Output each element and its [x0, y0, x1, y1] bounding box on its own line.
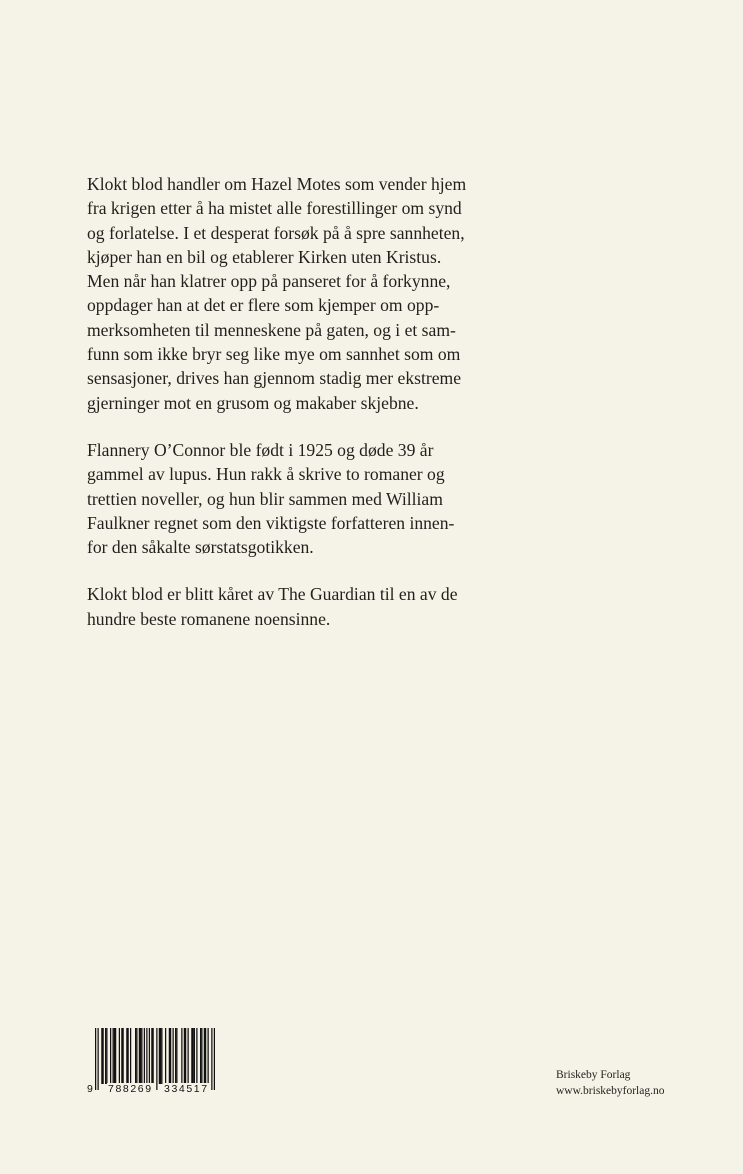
barcode-bar [169, 1028, 170, 1084]
barcode-bar [105, 1028, 106, 1084]
barcode-bar [176, 1028, 177, 1084]
barcode-bar [159, 1028, 160, 1084]
text-line: Klokt blod handler om Hazel Motes som vender hjem [87, 174, 467, 194]
barcode-bar [135, 1028, 136, 1084]
barcode-bar [173, 1028, 174, 1084]
text-line: for den såkalte sørstatsgotikken. [87, 537, 314, 558]
text-line: Flannery O’Connor ble født i 1925 og døde 39 år [87, 439, 434, 460]
barcode-bar [106, 1028, 107, 1084]
text-line: og forlatelse. I et desperat forsøk på å spre sannheten, [87, 222, 465, 243]
barcode-bar [128, 1028, 129, 1084]
barcode-bar [170, 1028, 171, 1084]
barcode-bar [119, 1028, 120, 1084]
barcode-digits-left: 788269 [108, 1083, 153, 1095]
barcode-bar [184, 1028, 185, 1084]
barcode-digits-right: 334517 [164, 1083, 209, 1095]
barcode-bar [140, 1028, 141, 1084]
barcode-bar [208, 1028, 209, 1084]
barcode-bar [211, 1028, 212, 1090]
barcode-bar [193, 1028, 194, 1084]
publisher-website: www.briskebyforlag.no [556, 1084, 665, 1097]
text-line: Klokt blod er blitt kåret av The Guardian til en av de [87, 584, 458, 605]
text-line: trettien noveller, og hun blir sammen med William [87, 488, 443, 509]
barcode-bar [196, 1028, 197, 1084]
barcode-bar [144, 1028, 145, 1084]
barcode-bar [191, 1028, 192, 1084]
barcode-bar [149, 1028, 150, 1084]
isbn-barcode [87, 1028, 219, 1098]
barcode-bar [204, 1028, 205, 1084]
barcode-bar [160, 1028, 161, 1084]
barcode-bar [110, 1028, 111, 1084]
barcode-bar [161, 1028, 162, 1084]
barcode-bar [205, 1028, 206, 1084]
text-line: gammel av lupus. Hun rakk å skrive to romaner og [87, 464, 445, 485]
barcode-bar [98, 1028, 99, 1090]
barcode-bar [101, 1028, 102, 1084]
barcode-bar [156, 1028, 157, 1090]
barcode-bar [130, 1028, 131, 1084]
text-line: Men når han klatrer opp på panseret for å forkynne, [87, 271, 451, 292]
accolade-paragraph [87, 582, 517, 631]
barcode-digit-first: 9 [87, 1083, 93, 1095]
text-line: merksomheten til menneskene på gaten, og i et sam- [87, 319, 456, 340]
barcode-bar [175, 1028, 176, 1084]
barcode-bar [123, 1028, 124, 1084]
barcode-bar [146, 1028, 147, 1084]
barcode-bar [214, 1028, 215, 1090]
text-line: oppdager han at det er flere som kjemper om opp- [87, 295, 440, 316]
barcode-bar [115, 1028, 116, 1084]
text-line: hundre beste romanene noensinne. [87, 608, 331, 629]
barcode-bar [165, 1028, 166, 1084]
text-line: fra krigen etter å ha mistet alle forestillinger om synd [87, 198, 462, 219]
back-cover-blurb [87, 172, 517, 654]
barcode-bar [185, 1028, 186, 1084]
barcode-bar [151, 1028, 152, 1084]
synopsis-paragraph [87, 172, 517, 415]
author-bio-paragraph [87, 438, 517, 559]
barcode-bar [141, 1028, 142, 1084]
barcode-bar [114, 1028, 115, 1084]
text-line: gjerninger mot en grusom og makaber skjebne. [87, 392, 419, 413]
barcode-bar [126, 1028, 127, 1084]
barcode-bar [103, 1028, 104, 1084]
barcode-bar [113, 1028, 114, 1084]
publisher-info [556, 1068, 664, 1099]
text-line: funn som ikke bryr seg like mye om sannhet som om [87, 344, 461, 365]
text-line: sensasjoner, drives han gjennom stadig mer ekstreme [87, 368, 462, 389]
barcode-bar [188, 1028, 189, 1084]
barcode-bar [201, 1028, 202, 1084]
barcode-bar [194, 1028, 195, 1084]
barcode-bar [95, 1028, 96, 1090]
barcode-bar [153, 1028, 154, 1090]
publisher-name: Briskeby Forlag [556, 1069, 631, 1081]
text-line: kjøper han en bil og etablerer Kirken uten Kristus. [87, 246, 442, 267]
barcode-bar [200, 1028, 201, 1084]
barcode-bar [121, 1028, 122, 1084]
text-line: Faulkner regnet som den viktigste forfatteren innen- [87, 512, 455, 533]
barcode-bar [136, 1028, 137, 1084]
barcode-bar [181, 1028, 182, 1084]
barcode-bar [139, 1028, 140, 1084]
